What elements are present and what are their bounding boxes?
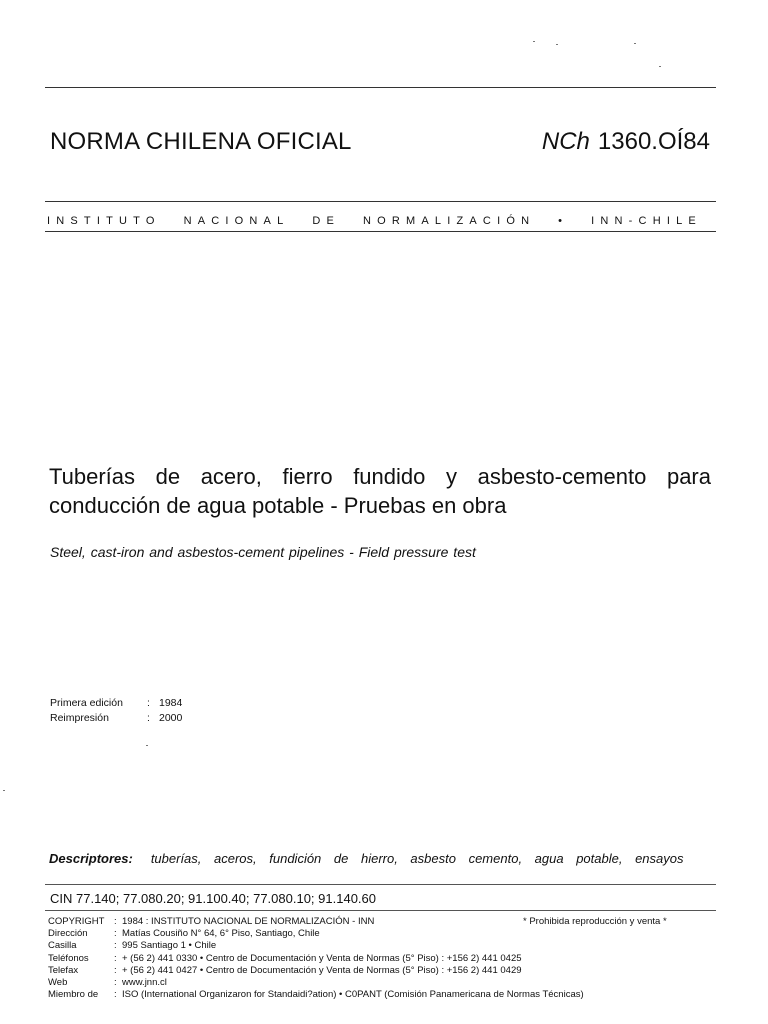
- contact-value: 1984 : INSTITUTO NACIONAL DE NORMALIZACIÓN - INN: [122, 916, 375, 927]
- edition-row: [50, 696, 182, 711]
- contact-value: + (56 2) 441 0330 • Centro de Documentación y Venta de Normas (5° Piso) : +156 2) 441 0425: [122, 952, 522, 964]
- edition-separator: :: [147, 697, 150, 709]
- contact-label: Telefax: [48, 964, 79, 976]
- nch-code-prefix: NCh: [541, 128, 590, 155]
- institute-word-4: NORMALIZACIÓN: [362, 215, 536, 227]
- scan-speck: [556, 44, 558, 45]
- descriptors-label: Descriptores:: [49, 851, 133, 866]
- contact-row: COPYRIGHT : 1984 : INSTITUTO NACIONAL DE NORMALIZACIÓN - INN: [48, 916, 584, 928]
- institute-word-5: INN-CHILE: [591, 215, 702, 227]
- descriptors-rule: [45, 884, 716, 885]
- descriptors: [49, 850, 711, 867]
- scan-speck: [3, 790, 5, 791]
- scan-speck: [634, 43, 636, 44]
- contact-row: Casilla : 995 Santiago 1 • Chile: [48, 940, 584, 952]
- contact-row: Teléfonos : + (56 2) 441 0330 • Centro de Documentación y Venta de Normas (5° Piso) : +156 2) 441 0425: [48, 953, 584, 965]
- top-rule: [45, 87, 716, 88]
- contact-label: COPYRIGHT: [48, 916, 105, 927]
- descriptors-text: tuberías, aceros, fundición de hierro, asbesto cemento, agua potable, ensayos: [150, 851, 684, 866]
- edition-value: 2000: [159, 712, 183, 724]
- institute-word-3: DE: [312, 215, 341, 227]
- scan-speck: [533, 41, 535, 42]
- header-rule: [45, 201, 716, 202]
- institute-bullet: •: [558, 215, 569, 227]
- institute-word-2: NACIONAL: [183, 215, 290, 227]
- contact-value: www.jnn.cl: [122, 977, 167, 989]
- document-title-spanish: Tuberías de acero, fierro fundido y asbesto-cemento para conducción de agua potable - Pruebas en obra: [49, 464, 711, 518]
- contact-row: Web : www.jnn.cl: [48, 977, 584, 989]
- nch-code-number: 1360.OÍ84: [597, 128, 710, 155]
- nch-code: [542, 128, 710, 156]
- contact-label: Dirección: [48, 928, 88, 940]
- contact-row: Telefax : + (56 2) 441 0427 • Centro de Documentación y Venta de Normas (5° Piso) : +156 2) 441 0429: [48, 965, 584, 977]
- cin-codes: CIN 77.140; 77.080.20; 91.100.40; 77.080.10; 91.140.60: [50, 891, 376, 906]
- cin-rule: [45, 910, 716, 911]
- scan-speck: [659, 66, 661, 67]
- contact-row: Miembro de : ISO (International Organizaron for Standaidi?ation) • C0PANT (Comisión Panamericana de Normas Técnicas): [48, 989, 584, 1001]
- scan-speck: [146, 745, 148, 746]
- edition-row: [50, 711, 182, 726]
- contact-value: Matías Cousiño N° 64, 6° Piso, Santiago, Chile: [122, 928, 320, 940]
- copyright-note: * Prohibida reproducción y venta *: [523, 916, 667, 927]
- institute-row: [47, 215, 702, 227]
- contact-value: + (56 2) 441 0427 • Centro de Documentación y Venta de Normas (5° Piso) : +156 2) 441 0429: [122, 964, 522, 976]
- contact-table: [48, 916, 584, 1001]
- contact-label: Miembro de: [48, 989, 99, 1001]
- institute-rule: [45, 231, 716, 232]
- institute-word-1: INSTITUTO: [47, 215, 161, 227]
- contact-label: Casilla: [48, 940, 77, 952]
- edition-table: [50, 696, 182, 726]
- contact-label: Web: [48, 977, 68, 989]
- contact-label: Teléfonos: [48, 952, 89, 964]
- edition-value: 1984: [159, 697, 183, 709]
- document-title-english: Steel, cast-iron and asbestos-cement pipelines - Field pressure test: [50, 544, 476, 560]
- contact-value: ISO (International Organizaron for Standaidi?ation) • C0PANT (Comisión Panamericana de Normas Técnicas): [122, 989, 584, 1001]
- edition-separator: :: [147, 712, 150, 724]
- contact-row: Dirección : Matías Cousiño N° 64, 6° Piso, Santiago, Chile: [48, 928, 584, 940]
- edition-label: Primera edición: [50, 697, 123, 709]
- edition-label: Reimpresión: [50, 712, 109, 724]
- contact-value: 995 Santiago 1 • Chile: [122, 940, 217, 952]
- norma-title: NORMA CHILENA OFICIAL: [50, 128, 352, 155]
